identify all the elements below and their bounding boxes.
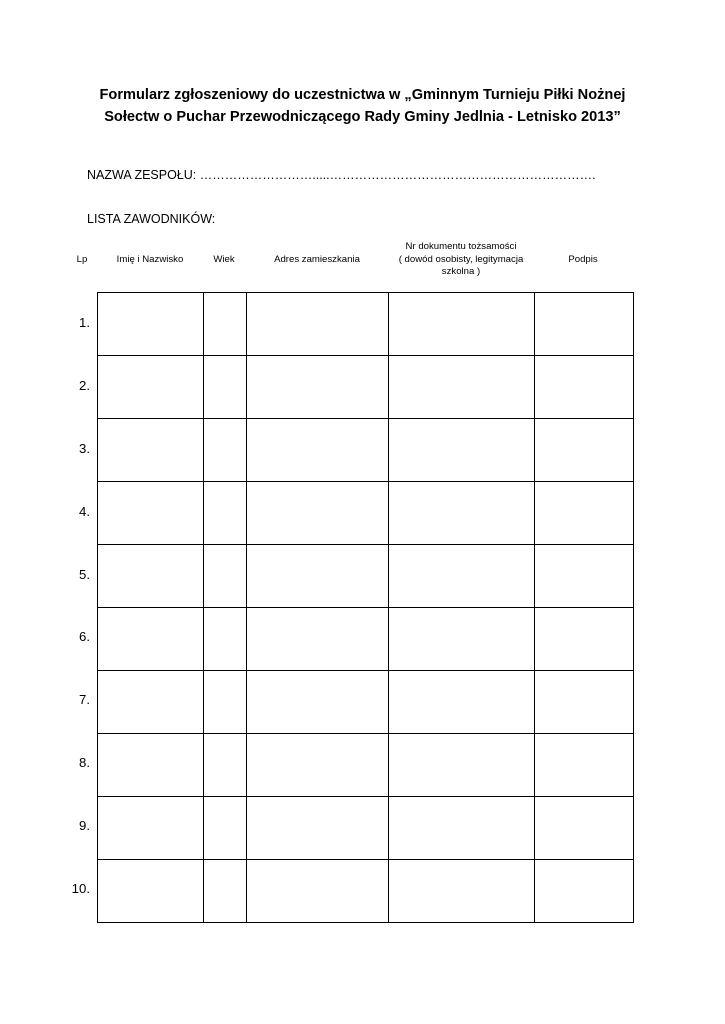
signature-cell[interactable]	[535, 356, 634, 419]
players-table	[97, 292, 634, 923]
document-cell[interactable]	[389, 419, 535, 482]
name-cell[interactable]	[98, 671, 204, 734]
age-cell[interactable]	[204, 860, 247, 923]
address-cell[interactable]	[247, 356, 389, 419]
document-cell[interactable]	[389, 608, 535, 671]
age-cell[interactable]	[204, 482, 247, 545]
form-title-line-2: Sołectw o Puchar Przewodniczącego Rady Gminy Jedlnia - Letnisko 2013”	[104, 109, 621, 125]
signature-cell[interactable]	[535, 860, 634, 923]
document-cell[interactable]	[389, 293, 535, 356]
signature-cell[interactable]	[535, 671, 634, 734]
players-list-label: LISTA ZAWODNIKÓW:	[87, 212, 216, 226]
row-number: 6.	[79, 629, 90, 645]
address-cell[interactable]	[247, 671, 389, 734]
age-cell[interactable]	[204, 671, 247, 734]
column-header-age: Wiek	[213, 254, 235, 265]
signature-cell[interactable]	[535, 293, 634, 356]
document-cell[interactable]	[389, 860, 535, 923]
name-cell[interactable]	[98, 608, 204, 671]
signature-cell[interactable]	[535, 797, 634, 860]
table-row	[98, 356, 634, 419]
age-cell[interactable]	[204, 293, 247, 356]
table-row	[98, 482, 634, 545]
table-row	[98, 797, 634, 860]
row-number: 8.	[79, 755, 90, 770]
signature-cell[interactable]	[535, 419, 634, 482]
age-cell[interactable]	[204, 356, 247, 419]
address-cell[interactable]	[247, 734, 389, 797]
name-cell[interactable]	[98, 356, 204, 419]
row-number: 2.	[79, 378, 90, 394]
signature-cell[interactable]	[535, 482, 634, 545]
address-cell[interactable]	[247, 293, 389, 356]
name-cell[interactable]	[98, 734, 204, 797]
table-row	[98, 608, 634, 671]
address-cell[interactable]	[247, 545, 389, 608]
name-cell[interactable]	[98, 860, 204, 923]
column-header-document-line-3: szkolna )	[441, 266, 481, 277]
document-cell[interactable]	[389, 545, 535, 608]
column-header-signature: Podpis	[568, 254, 598, 265]
name-cell[interactable]	[98, 293, 204, 356]
name-cell[interactable]	[98, 797, 204, 860]
address-cell[interactable]	[247, 797, 389, 860]
row-number: 3.	[79, 441, 90, 456]
row-number: 7.	[79, 692, 90, 708]
table-row	[98, 293, 634, 356]
document-cell[interactable]	[389, 482, 535, 545]
row-number: 4.	[79, 503, 90, 519]
row-number: 1.	[79, 315, 90, 331]
document-cell[interactable]	[389, 734, 535, 797]
document-cell[interactable]	[389, 797, 535, 860]
table-row	[98, 545, 634, 608]
table-row	[98, 860, 634, 923]
table-row	[98, 734, 634, 797]
name-cell[interactable]	[98, 419, 204, 482]
age-cell[interactable]	[204, 608, 247, 671]
team-name-field[interactable]: NAZWA ZESPOŁU: ……………………….....……………………………………………………….	[87, 168, 596, 182]
name-cell[interactable]	[98, 545, 204, 608]
column-header-address: Adres zamieszkania	[274, 254, 360, 265]
table-row	[98, 671, 634, 734]
age-cell[interactable]	[204, 419, 247, 482]
address-cell[interactable]	[247, 419, 389, 482]
age-cell[interactable]	[204, 734, 247, 797]
age-cell[interactable]	[204, 797, 247, 860]
column-header-document-line-2: ( dowód osobisty, legitymacja	[398, 253, 524, 265]
name-cell[interactable]	[98, 482, 204, 545]
address-cell[interactable]	[247, 860, 389, 923]
address-cell[interactable]	[247, 482, 389, 545]
signature-cell[interactable]	[535, 734, 634, 797]
address-cell[interactable]	[247, 608, 389, 671]
column-header-lp: Lp	[76, 254, 88, 265]
row-number: 9.	[79, 817, 90, 833]
column-header-document	[388, 241, 534, 279]
form-title-line-1: Formularz zgłoszeniowy do uczestnictwa w „Gminnym Turnieju Piłki Nożnej	[99, 87, 626, 103]
column-header-document-line-1: Nr dokumentu tożsamości	[405, 241, 517, 252]
column-header-name: Imię i Nazwisko	[116, 254, 184, 265]
document-cell[interactable]	[389, 356, 535, 419]
table-row	[98, 419, 634, 482]
row-number: 10.	[71, 880, 90, 896]
signature-cell[interactable]	[535, 608, 634, 671]
document-cell[interactable]	[389, 671, 535, 734]
age-cell[interactable]	[204, 545, 247, 608]
row-number: 5.	[79, 566, 90, 582]
signature-cell[interactable]	[535, 545, 634, 608]
